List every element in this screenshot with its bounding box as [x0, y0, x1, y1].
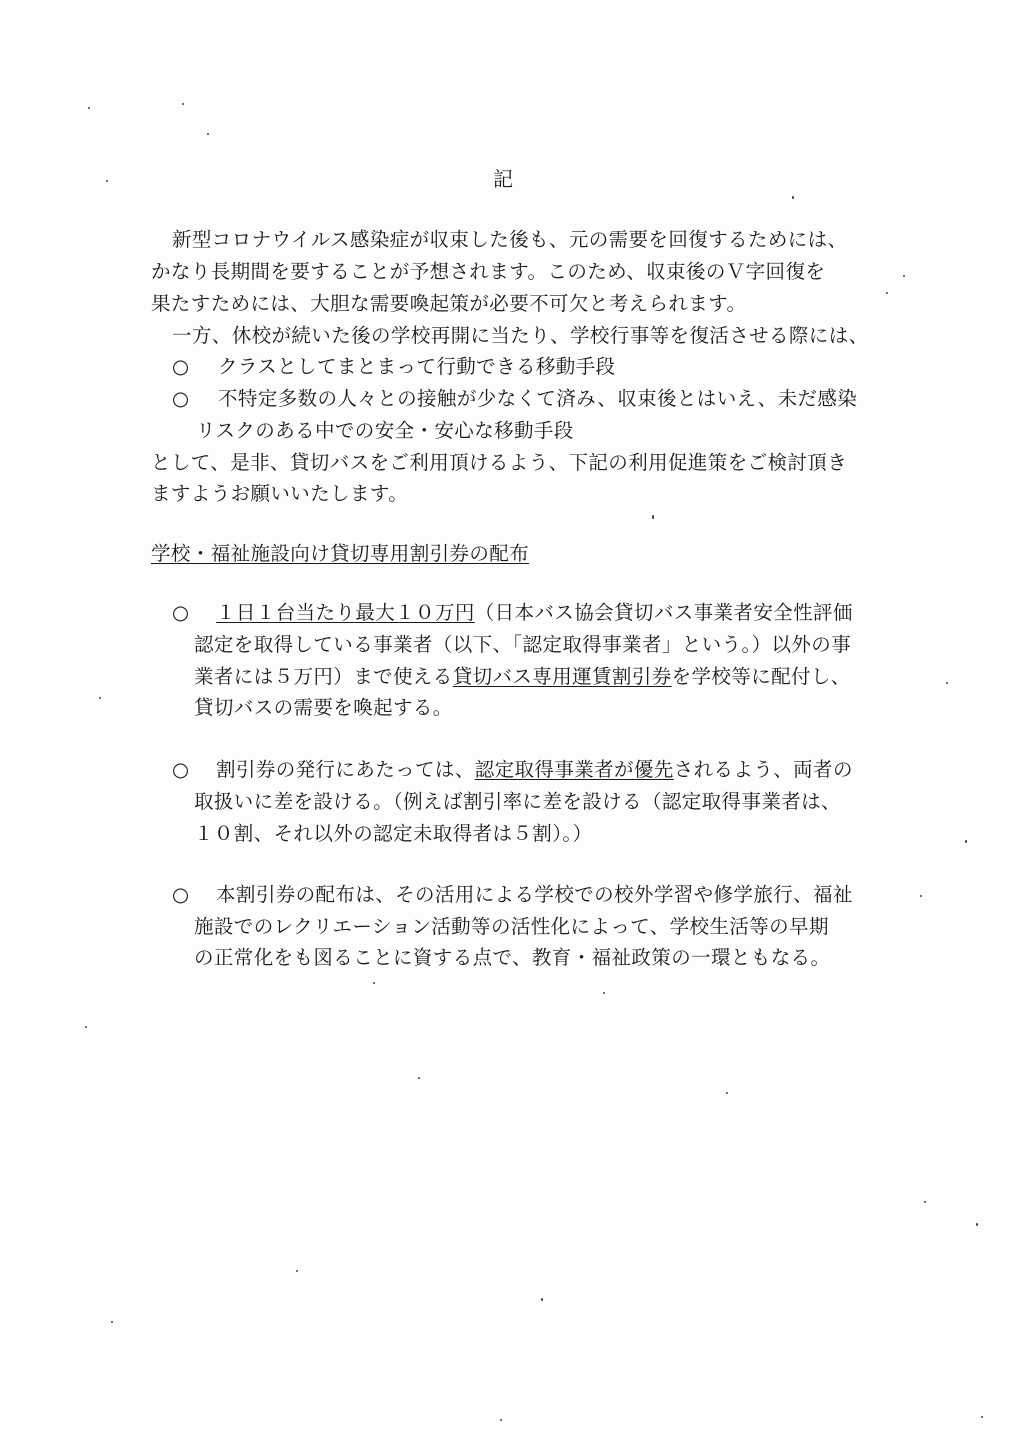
scan-speck: [373, 982, 375, 984]
scan-speck: [792, 196, 794, 199]
scan-speck: [106, 180, 108, 182]
scan-speck: [886, 292, 888, 294]
circle-mark: ○: [172, 355, 190, 378]
bullet-2-line-2: 取扱いに差を設ける。（例えば割引率に差を設ける（認定取得事業者は、: [194, 790, 841, 813]
intro-line-9: ますようお願いいたします。: [151, 482, 409, 505]
scan-speck: [207, 133, 209, 135]
bullet-1-line-1-rest: （日本バス協会貸切バス事業者安全性評価: [474, 601, 853, 624]
bullet-3-line-1-text: 本割引券の配布は、その活用による学校での校外学習や修学旅行、福祉: [216, 883, 853, 906]
bullet-3-line-2: 施設でのレクリエーション活動等の活性化によって、学校生活等の早期: [194, 915, 829, 938]
scan-speck: [182, 103, 184, 105]
circle-mark: ○: [172, 883, 190, 906]
scan-speck: [924, 1201, 926, 1203]
scan-speck: [88, 107, 90, 109]
bullet-3-line-3: の正常化をも図ることに資する点で、教育・福祉政策の一環ともなる。: [194, 946, 831, 969]
bullet-1-line-2: 認定を取得している事業者（以下、「認定取得事業者」という。）以外の事: [194, 633, 852, 656]
intro-line-3: 果たすためには、大胆な需要喚起策が必要不可欠と考えられます。: [151, 292, 747, 315]
bullet-1-highlight: １日１台当たり最大１０万円: [216, 601, 475, 624]
intro-line-2: かなり長期間を要することが予想されます。このため、収束後のＶ字回復を: [151, 260, 826, 283]
bullet-1-line-3-b: を学校等に配付し、: [671, 665, 851, 688]
scan-speck: [965, 840, 967, 843]
bullet-2-highlight: 認定取得事業者が優先: [474, 758, 674, 781]
scan-speck: [541, 1298, 543, 1301]
scan-speck: [981, 1416, 983, 1418]
section-heading: 学校・福祉施設向け貸切専用割引券の配布: [151, 542, 530, 565]
intro-item-2: [172, 386, 857, 412]
scan-speck: [85, 1026, 87, 1028]
circle-mark: ○: [172, 758, 190, 781]
bullet-1-line-4: 貸切バスの需要を喚起する。: [194, 696, 453, 719]
intro-item-1-text: クラスとしてまとまって行動できる移動手段: [218, 355, 616, 378]
scan-speck: [500, 1419, 502, 1421]
scan-speck: [418, 1077, 420, 1079]
scan-speck: [99, 697, 101, 699]
scan-speck: [111, 1321, 113, 1323]
scan-speck: [296, 1270, 298, 1272]
circle-mark: ○: [172, 387, 190, 410]
intro-line-4: 一方、休校が続いた後の学校再開に当たり、学校行事等を復活させる際には、: [172, 324, 869, 347]
scan-speck: [920, 895, 922, 897]
intro-item-1: [172, 354, 615, 380]
intro-item-2-text: 不特定多数の人々との接触が少なくて済み、収束後とはいえ、未だ感染: [218, 387, 858, 410]
intro-line-8: として、是非、貸切バスをご利用頂けるよう、下記の利用促進策をご検討頂き: [151, 451, 848, 474]
bullet-2-line-3: １０割、それ以外の認定未取得者は５割）。）: [194, 822, 593, 845]
intro-line-1: 新型コロナウイルス感染症が収束した後も、元の需要を回復するためには、: [172, 228, 848, 251]
scan-speck: [652, 515, 654, 519]
bullet-2-line-1-b: されるよう、両者の: [673, 758, 853, 781]
doc-title: 記: [493, 167, 513, 191]
bullet-1-line-3: [194, 664, 851, 690]
scan-speck: [976, 1223, 978, 1226]
bullet-1-line-3-a: 業者には５万円）まで使える: [194, 665, 453, 688]
circle-mark: ○: [172, 601, 190, 624]
bullet-2-line-1-a: 割引券の発行にあたっては、: [216, 758, 475, 781]
scan-speck: [726, 1092, 728, 1094]
bullet-3-line-1: [172, 882, 853, 908]
bullet-2-line-1: [172, 757, 853, 783]
scan-speck: [603, 992, 605, 994]
bullet-1-highlight-2: 貸切バス専用運賃割引券: [452, 665, 672, 688]
scan-speck: [946, 682, 948, 684]
bullet-1-line-1: [172, 600, 853, 626]
intro-item-2-cont: リスクのある中での安全・安心な移動手段: [196, 419, 574, 442]
scan-speck: [903, 275, 905, 277]
